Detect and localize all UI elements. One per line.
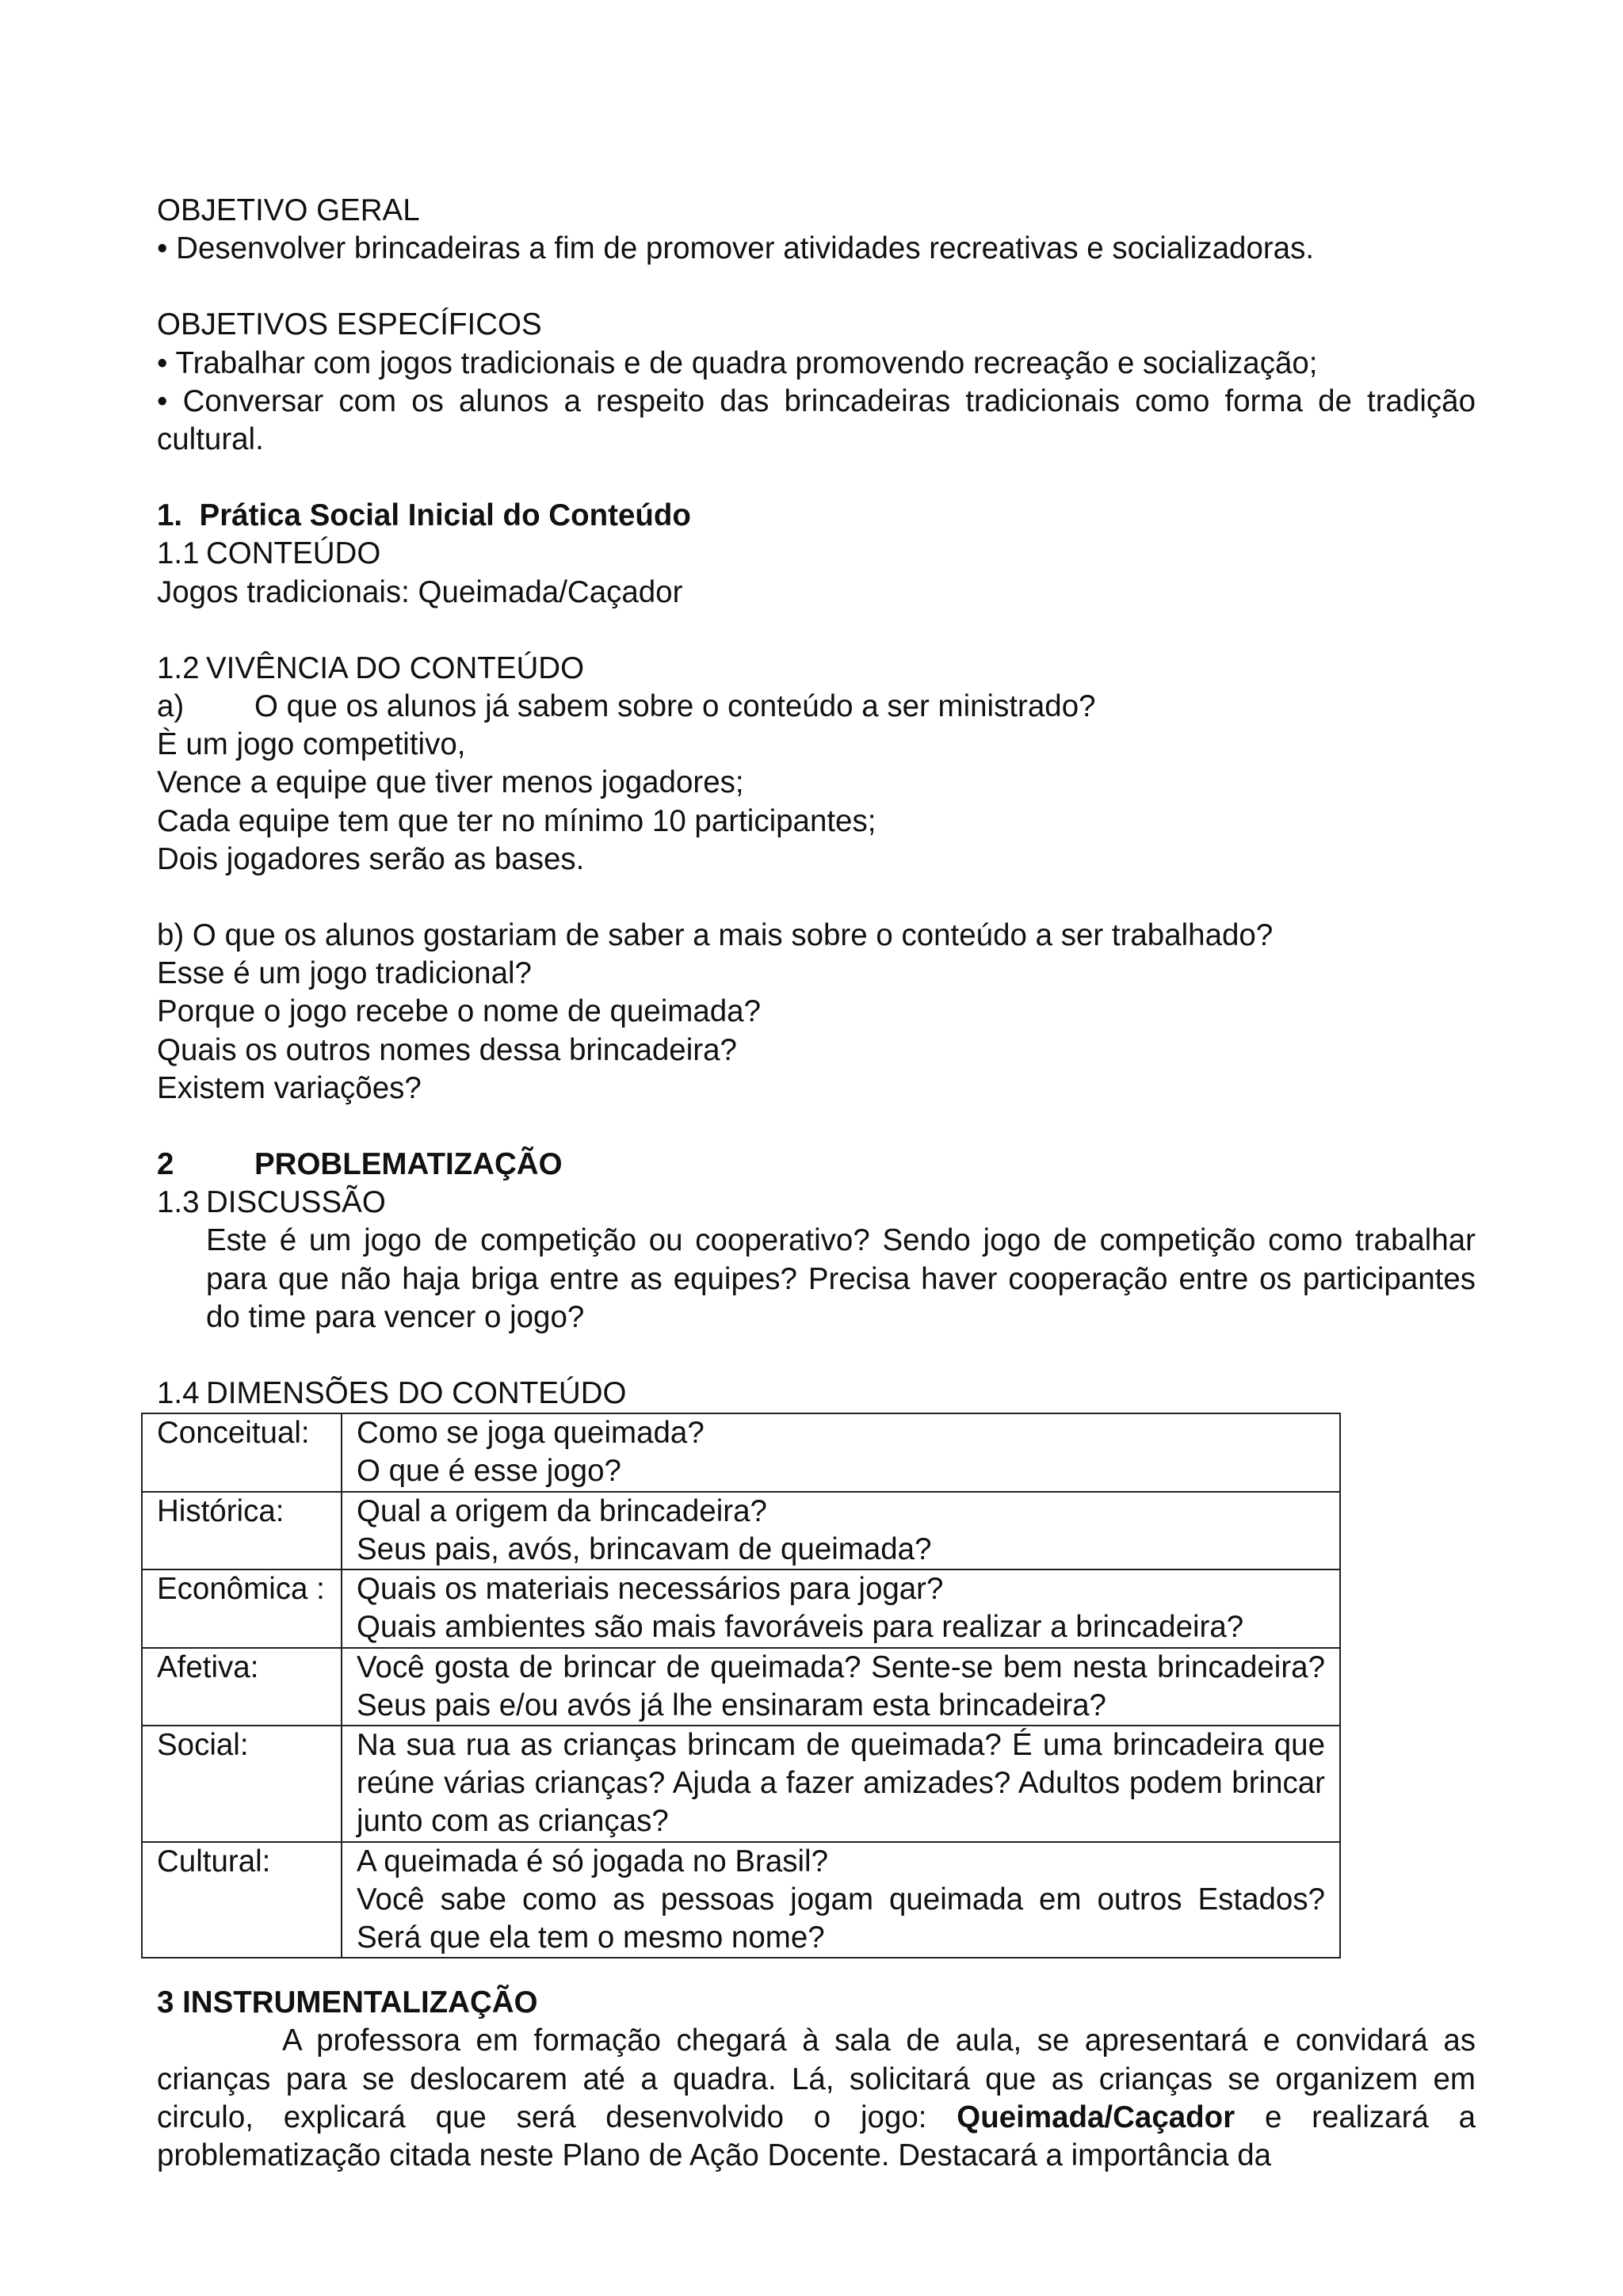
conteudo-number: 1.1 <box>157 536 200 571</box>
section1-title: Prática Social Inicial do Conteúdo <box>199 498 691 533</box>
objetivo-especifico-item-1: • Trabalhar com jogos tradicionais e de quadra promovendo recreação e socialização; <box>157 345 1318 380</box>
objetivo-especifico-item-2: • Conversar com os alunos a respeito das brincadeiras tradicionais como forma de tradição cultural. <box>157 383 1476 457</box>
vivencia-title: VIVÊNCIA DO CONTEÚDO <box>206 650 585 685</box>
answer-a-4: Dois jogadores serão as bases. <box>157 841 585 876</box>
section3-paragraph <box>157 2022 1476 2175</box>
row-value <box>342 1648 1340 1726</box>
row-line: A queimada é só jogada no Brasil? <box>357 1844 829 1878</box>
dimensoes-heading <box>157 1375 1476 1413</box>
row-line: Seus pais, avós, brincavam de queimada? <box>357 1531 932 1566</box>
row-key: Histórica: <box>142 1492 342 1569</box>
table-row <box>142 1842 1340 1958</box>
question-b: b) O que os alunos gostariam de saber a mais sobre o conteúdo a ser trabalhado? <box>157 918 1274 953</box>
answer-b-4: Existem variações? <box>157 1070 422 1105</box>
table-row <box>142 1413 1340 1491</box>
row-key: Cultural: <box>142 1842 342 1958</box>
section3-title: 3 INSTRUMENTALIZAÇÃO <box>157 1985 538 2020</box>
row-line: Quais ambientes são mais favoráveis para realizar a brincadeira? <box>357 1610 1244 1645</box>
row-key: Conceitual: <box>142 1413 342 1491</box>
row-value <box>342 1492 1340 1569</box>
row-key: Social: <box>142 1726 342 1842</box>
question-a-text: O que os alunos já sabem sobre o conteúdo a ser ministrado? <box>254 689 1096 724</box>
answer-a-3: Cada equipe tem que ter no mínimo 10 participantes; <box>157 803 876 838</box>
discussao-heading <box>157 1184 1476 1222</box>
section1-heading <box>157 497 1476 535</box>
question-a <box>157 688 1476 726</box>
dimensoes-title: DIMENSÕES DO CONTEÚDO <box>206 1376 627 1411</box>
conteudo-heading <box>157 535 1476 573</box>
objetivos-especificos-title: OBJETIVOS ESPECÍFICOS <box>157 307 542 342</box>
section2-title: PROBLEMATIZAÇÃO <box>254 1147 563 1182</box>
answer-b-3: Quais os outros nomes dessa brincadeira? <box>157 1032 737 1067</box>
row-line: Quais os materiais necessários para jogar? <box>357 1572 944 1607</box>
answer-a-1: È um jogo competitivo, <box>157 727 466 762</box>
question-a-label: a) <box>157 689 185 724</box>
section3-text-before: A professora em formação chegará à sala de aula, se apresentará e convidará as crianças para se deslocarem até a quadra. Lá, solicitará que as crianças se organizem em circulo, explicará que será desenvolvido o jogo: <box>157 2023 1476 2134</box>
dimensoes-number: 1.4 <box>157 1376 200 1411</box>
row-key: Econômica : <box>142 1569 342 1647</box>
row-key: Afetiva: <box>142 1648 342 1726</box>
objetivo-geral-title: OBJETIVO GERAL <box>157 193 420 227</box>
row-line: O que é esse jogo? <box>357 1454 621 1489</box>
dimensoes-table <box>141 1413 1341 1958</box>
row-line: Você sabe como as pessoas jogam queimada em outros Estados? Será que ela tem o mesmo nome? <box>357 1882 1325 1955</box>
section3-game-name: Queimada/Caçador <box>957 2100 1235 2134</box>
row-value <box>342 1726 1340 1842</box>
section2-number: 2 <box>157 1147 174 1182</box>
row-line: Qual a origem da brincadeira? <box>357 1493 767 1528</box>
vivencia-heading <box>157 650 1476 688</box>
vivencia-number: 1.2 <box>157 650 200 685</box>
answer-a-2: Vence a equipe que tiver menos jogadores; <box>157 765 744 800</box>
section1-number: 1. <box>157 498 183 533</box>
row-value <box>342 1413 1340 1491</box>
discussao-title: DISCUSSÃO <box>206 1185 386 1220</box>
table-row <box>142 1492 1340 1569</box>
discussao-number: 1.3 <box>157 1185 200 1220</box>
document-page <box>157 192 1476 2175</box>
row-line: Como se joga queimada? <box>357 1416 705 1451</box>
conteudo-text: Jogos tradicionais: Queimada/Caçador <box>157 574 683 609</box>
table-row <box>142 1726 1340 1842</box>
section3-text-after: e realizará a problematização citada neste Plano de Ação Docente. Destacará a importância da <box>157 2100 1476 2172</box>
row-line: Você gosta de brincar de queimada? Sente-se bem nesta brincadeira? Seus pais e/ou avós já lhe ensinaram esta brincadeira? <box>357 1650 1325 1722</box>
discussao-text: Este é um jogo de competição ou cooperativo? Sendo jogo de competição como trabalhar para que não haja briga entre as equipes? Precisa haver cooperação entre os participantes do time para vencer o jogo? <box>206 1223 1476 1334</box>
objetivo-geral-item: • Desenvolver brincadeiras a fim de promover atividades recreativas e socializadoras. <box>157 231 1315 266</box>
answer-b-2: Porque o jogo recebe o nome de queimada? <box>157 994 761 1029</box>
section2-heading <box>157 1146 1476 1184</box>
row-value <box>342 1569 1340 1647</box>
conteudo-title: CONTEÚDO <box>206 536 381 571</box>
answer-b-1: Esse é um jogo tradicional? <box>157 956 532 991</box>
row-line: Na sua rua as crianças brincam de queimada? É uma brincadeira que reúne várias crianças? Ajuda a fazer amizades? Adultos podem brincar junto com as crianças? <box>357 1727 1325 1839</box>
table-row <box>142 1648 1340 1726</box>
row-value <box>342 1842 1340 1958</box>
table-row <box>142 1569 1340 1647</box>
